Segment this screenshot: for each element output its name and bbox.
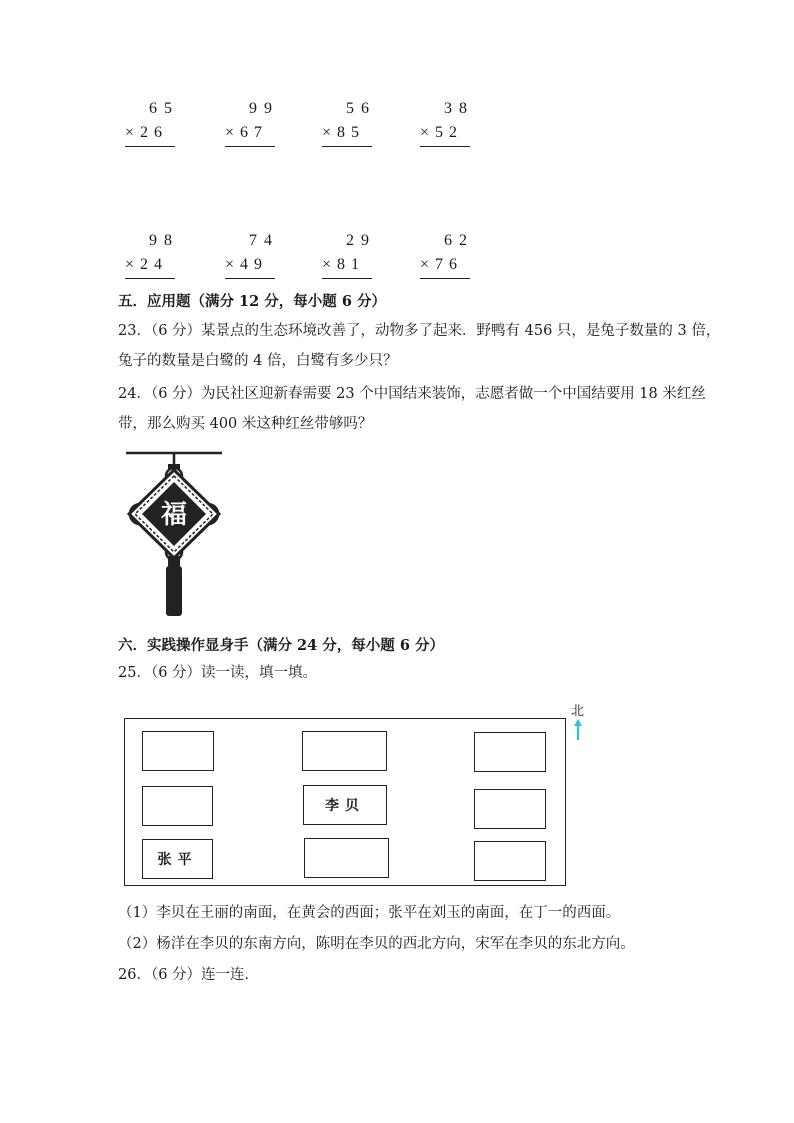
question-23-line-1: 23．（6 分）某景点的生态环境改善了，动物多了起来．野鸭有 456 只，是兔子数量的 3 倍， — [118, 323, 721, 339]
question-26: 26．（6 分）连一连． — [118, 967, 260, 983]
north-arrow-icon — [571, 719, 585, 741]
name-li-bei: 李贝 — [325, 798, 365, 814]
clue-1: （1）李贝在王丽的南面，在黄会的西面；张平在刘玉的南面，在丁一的西面。 — [118, 905, 621, 921]
underline — [420, 146, 470, 147]
box-zhang-ping — [142, 839, 213, 879]
section-6-heading: 六．实践操作显身手（满分 24 分，每小题 6 分） — [118, 637, 444, 654]
multiplicand: 56 — [346, 100, 376, 117]
blank-box-bottom-middle[interactable] — [304, 838, 389, 878]
multiplicand: 74 — [249, 232, 279, 249]
blank-box-top-left[interactable] — [142, 731, 214, 771]
multiplicand: 65 — [149, 100, 179, 117]
multiplicand: 38 — [444, 100, 474, 117]
north-label: 北 — [571, 704, 585, 719]
blank-box-bottom-right[interactable] — [474, 841, 546, 881]
underline — [125, 146, 175, 147]
multiplier: ×26 — [125, 124, 169, 141]
blank-box-top-middle[interactable] — [302, 731, 387, 771]
blank-box-middle-left[interactable] — [142, 786, 213, 826]
underline — [322, 146, 372, 147]
multiplier: ×76 — [420, 256, 464, 273]
underline — [322, 278, 372, 279]
multiplier: ×52 — [420, 124, 464, 141]
underline — [225, 278, 275, 279]
box-li-bei — [303, 785, 387, 825]
multiplicand: 62 — [444, 232, 474, 249]
multiplicand: 29 — [346, 232, 376, 249]
question-24-line-2: 带，那么购买 400 米这种红丝带够吗？ — [118, 416, 373, 432]
name-zhang-ping: 张平 — [157, 852, 198, 868]
clue-2: （2）杨洋在李贝的东南方向，陈明在李贝的西北方向，宋军在李贝的东北方向。 — [118, 936, 635, 952]
question-24-line-1: 24．（6 分）为民社区迎新春需要 23 个中国结来装饰，志愿者做一个中国结要用 18 米红丝 — [118, 386, 706, 402]
multiplier: ×85 — [322, 124, 366, 141]
blank-box-middle-right[interactable] — [474, 789, 546, 829]
multiplier: ×67 — [225, 124, 269, 141]
section-5-heading: 五．应用题（满分 12 分，每小题 6 分） — [118, 293, 386, 310]
north-indicator — [571, 700, 585, 741]
chinese-knot-illustration — [118, 448, 228, 620]
multiplicand: 99 — [249, 100, 279, 117]
underline — [125, 278, 175, 279]
underline — [420, 278, 470, 279]
multiplicand: 98 — [149, 232, 179, 249]
multiplier: ×24 — [125, 256, 169, 273]
blank-box-top-right[interactable] — [474, 732, 546, 772]
fu-character: 福 — [160, 500, 188, 530]
multiplier: ×49 — [225, 256, 269, 273]
question-23-line-2: 兔子的数量是白鹭的 4 倍，白鹭有多少只？ — [118, 353, 398, 369]
underline — [225, 146, 275, 147]
question-25: 25．（6 分）读一读，填一填。 — [118, 665, 318, 681]
multiplier: ×81 — [322, 256, 366, 273]
